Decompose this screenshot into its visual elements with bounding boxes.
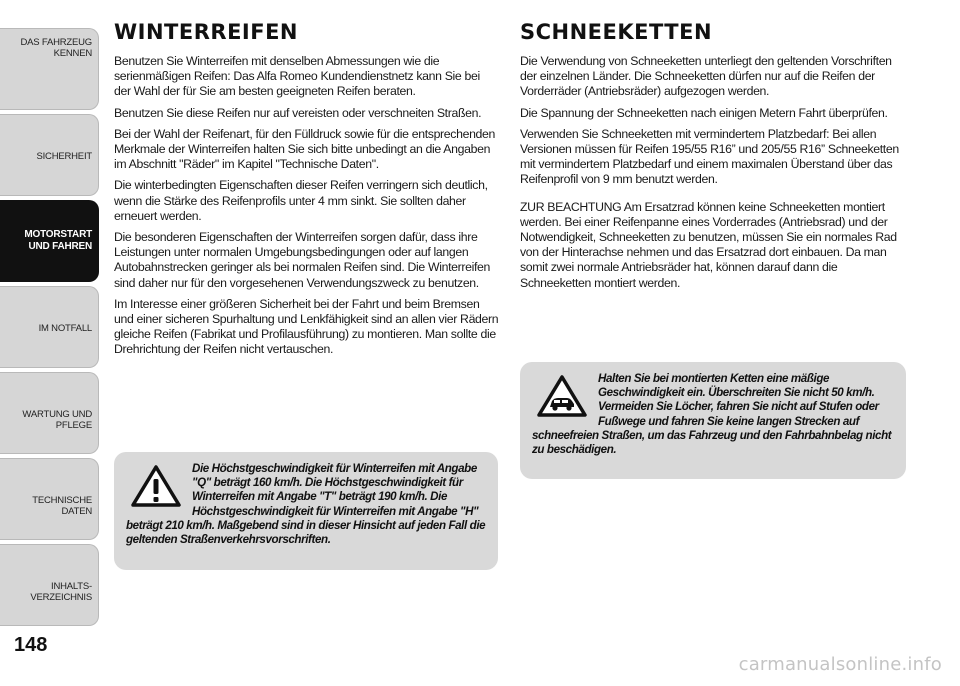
watermark: carmanualsonline.info xyxy=(738,654,942,675)
tab-sicherheit[interactable] xyxy=(0,114,99,196)
speed-warning-box xyxy=(114,452,498,570)
paragraph: Benutzen Sie diese Reifen nur auf vereisten oder verschneiten Straßen. xyxy=(114,105,482,120)
warning-text: Die Höchstgeschwindigkeit für Winterreifen mit Angabe "Q" beträgt 160 km/h. Die Höchstgeschwindigkeit für Winterreifen mit Angabe "T" beträgt 190 km/h. Die Höchstgeschwindigkeit für Winterreifen mit Angabe "H" beträgt 210 km/h. Maßgebend sind in dieser Hinsicht auf jeden Fall die geltenden Straßenverkehrsvorschriften. xyxy=(126,462,486,547)
exclamation-triangle-icon xyxy=(126,462,186,510)
paragraph: Die besonderen Eigenschaften der Winterreifen sorgen dafür, dass ihre Leistungen unter normalen Umgebungsbedingungen oder auf langen Autobahnstrecken geringer als bei normalen Reifen sind. Die Winterreifen sind daher nur für den vorgesehenen Verwendungszweck zu benutzen. xyxy=(114,230,491,290)
tab-wartung-und-pflege[interactable] xyxy=(0,372,99,454)
tab-label: DAS FAHRZEUG KENNEN xyxy=(20,37,92,59)
tab-label: SICHERHEIT xyxy=(36,151,92,162)
tab-das-fahrzeug-kennen[interactable] xyxy=(0,28,99,110)
paragraph: Bei der Wahl der Reifenart, für den Fülldruck sowie für die entsprechenden Merkmale der Winterreifen halten Sie sich bitte unbedingt an die Angaben im Abschnitt "Räder" im Kapitel "Technische Daten". xyxy=(114,126,496,172)
section-heading: SCHNEEKETTEN xyxy=(520,20,713,44)
chapter-tabs xyxy=(0,28,99,630)
tab-label: INHALTS- VERZEICHNIS xyxy=(30,581,92,603)
tab-label: TECHNISCHE DATEN xyxy=(32,495,92,517)
tab-im-notfall[interactable] xyxy=(0,286,99,368)
winterreifen-section xyxy=(114,20,499,364)
tab-label: MOTORSTART UND FAHREN xyxy=(24,229,92,252)
paragraph: Im Interesse einer größeren Sicherheit bei der Fahrt und beim Bremsen und einer sicheren Spurhaltung und Lenkfähigkeit sind an allen vier Rädern gleiche Reifen (Fabrikat und Profilausführung) zu montieren. Man sollte die Drehrichtung der Reifen nicht vertauschen. xyxy=(114,296,499,357)
paragraph: ZUR BEACHTUNG Am Ersatzrad können keine Schneeketten montiert werden. Bei einer Reifenpanne eines Vorderrades (Antriebsrad) und der Notwendigkeit, Schneeketten zu benutzen, müssen Sie ein normales Rad von der Hinterachse nehmen und das Ersatzrad dort einbauen. Da man somit zwei normale Antriebsräder hat, können darauf dann die Schneeketten montiert werden. xyxy=(520,199,897,290)
tab-technische-daten[interactable] xyxy=(0,458,99,540)
paragraph: Die Verwendung von Schneeketten unterliegt den geltenden Vorschriften der einzelnen Länder. Die Schneeketten dürfen nur auf die Reifen der Vorderräder (Antriebsräder) aufgezogen werden. xyxy=(520,54,892,99)
warning-text: Halten Sie bei montierten Ketten eine mäßige Geschwindigkeit ein. Überschreiten Sie nicht 50 km/h. Vermeiden Sie Löcher, fahren Sie nicht auf Stufen oder Fußwege und fahren Sie keine langen Strecken auf schneefreien Straßen, um das Fahrzeug und den Fahrbahnbelag nicht zu beschädigen. xyxy=(532,372,892,457)
tab-motorstart-und-fahren[interactable] xyxy=(0,200,99,282)
tab-label: IM NOTFALL xyxy=(38,323,92,334)
section-heading: WINTERREIFEN xyxy=(114,20,298,44)
paragraph: Benutzen Sie Winterreifen mit denselben Abmessungen wie die serienmäßigen Reifen: Das Alfa Romeo Kundendienstnetz kann Sie bei der Wahl der für Sie am besten geeigneten Reifen beraten. xyxy=(114,54,480,99)
paragraph: Die winterbedingten Eigenschaften dieser Reifen verringern sich deutlich, wenn die Stärke des Reifenprofils unter 4 mm sinkt. Sie sollten daher erneuert werden. xyxy=(114,178,488,223)
page-number: 148 xyxy=(14,634,48,656)
snow-chain-warning-box xyxy=(520,362,906,479)
paragraph: Die Spannung der Schneeketten nach einigen Metern Fahrt überprüfen. xyxy=(520,105,888,120)
paragraph: Verwenden Sie Schneeketten mit vermindertem Platzbedarf: Bei allen Versionen müssen für Reifen 195/55 R16” und 205/55 R16” Schneeketten mit vermindertem Platzbedarf und einem maximalen Überstand über das Reifenprofil von 9 mm benutzt werden. xyxy=(520,126,899,187)
tab-inhaltsverzeichnis[interactable] xyxy=(0,544,99,626)
slippery-car-triangle-icon xyxy=(532,372,592,420)
tab-label: WARTUNG UND PFLEGE xyxy=(22,409,92,431)
schneeketten-section xyxy=(520,20,905,297)
